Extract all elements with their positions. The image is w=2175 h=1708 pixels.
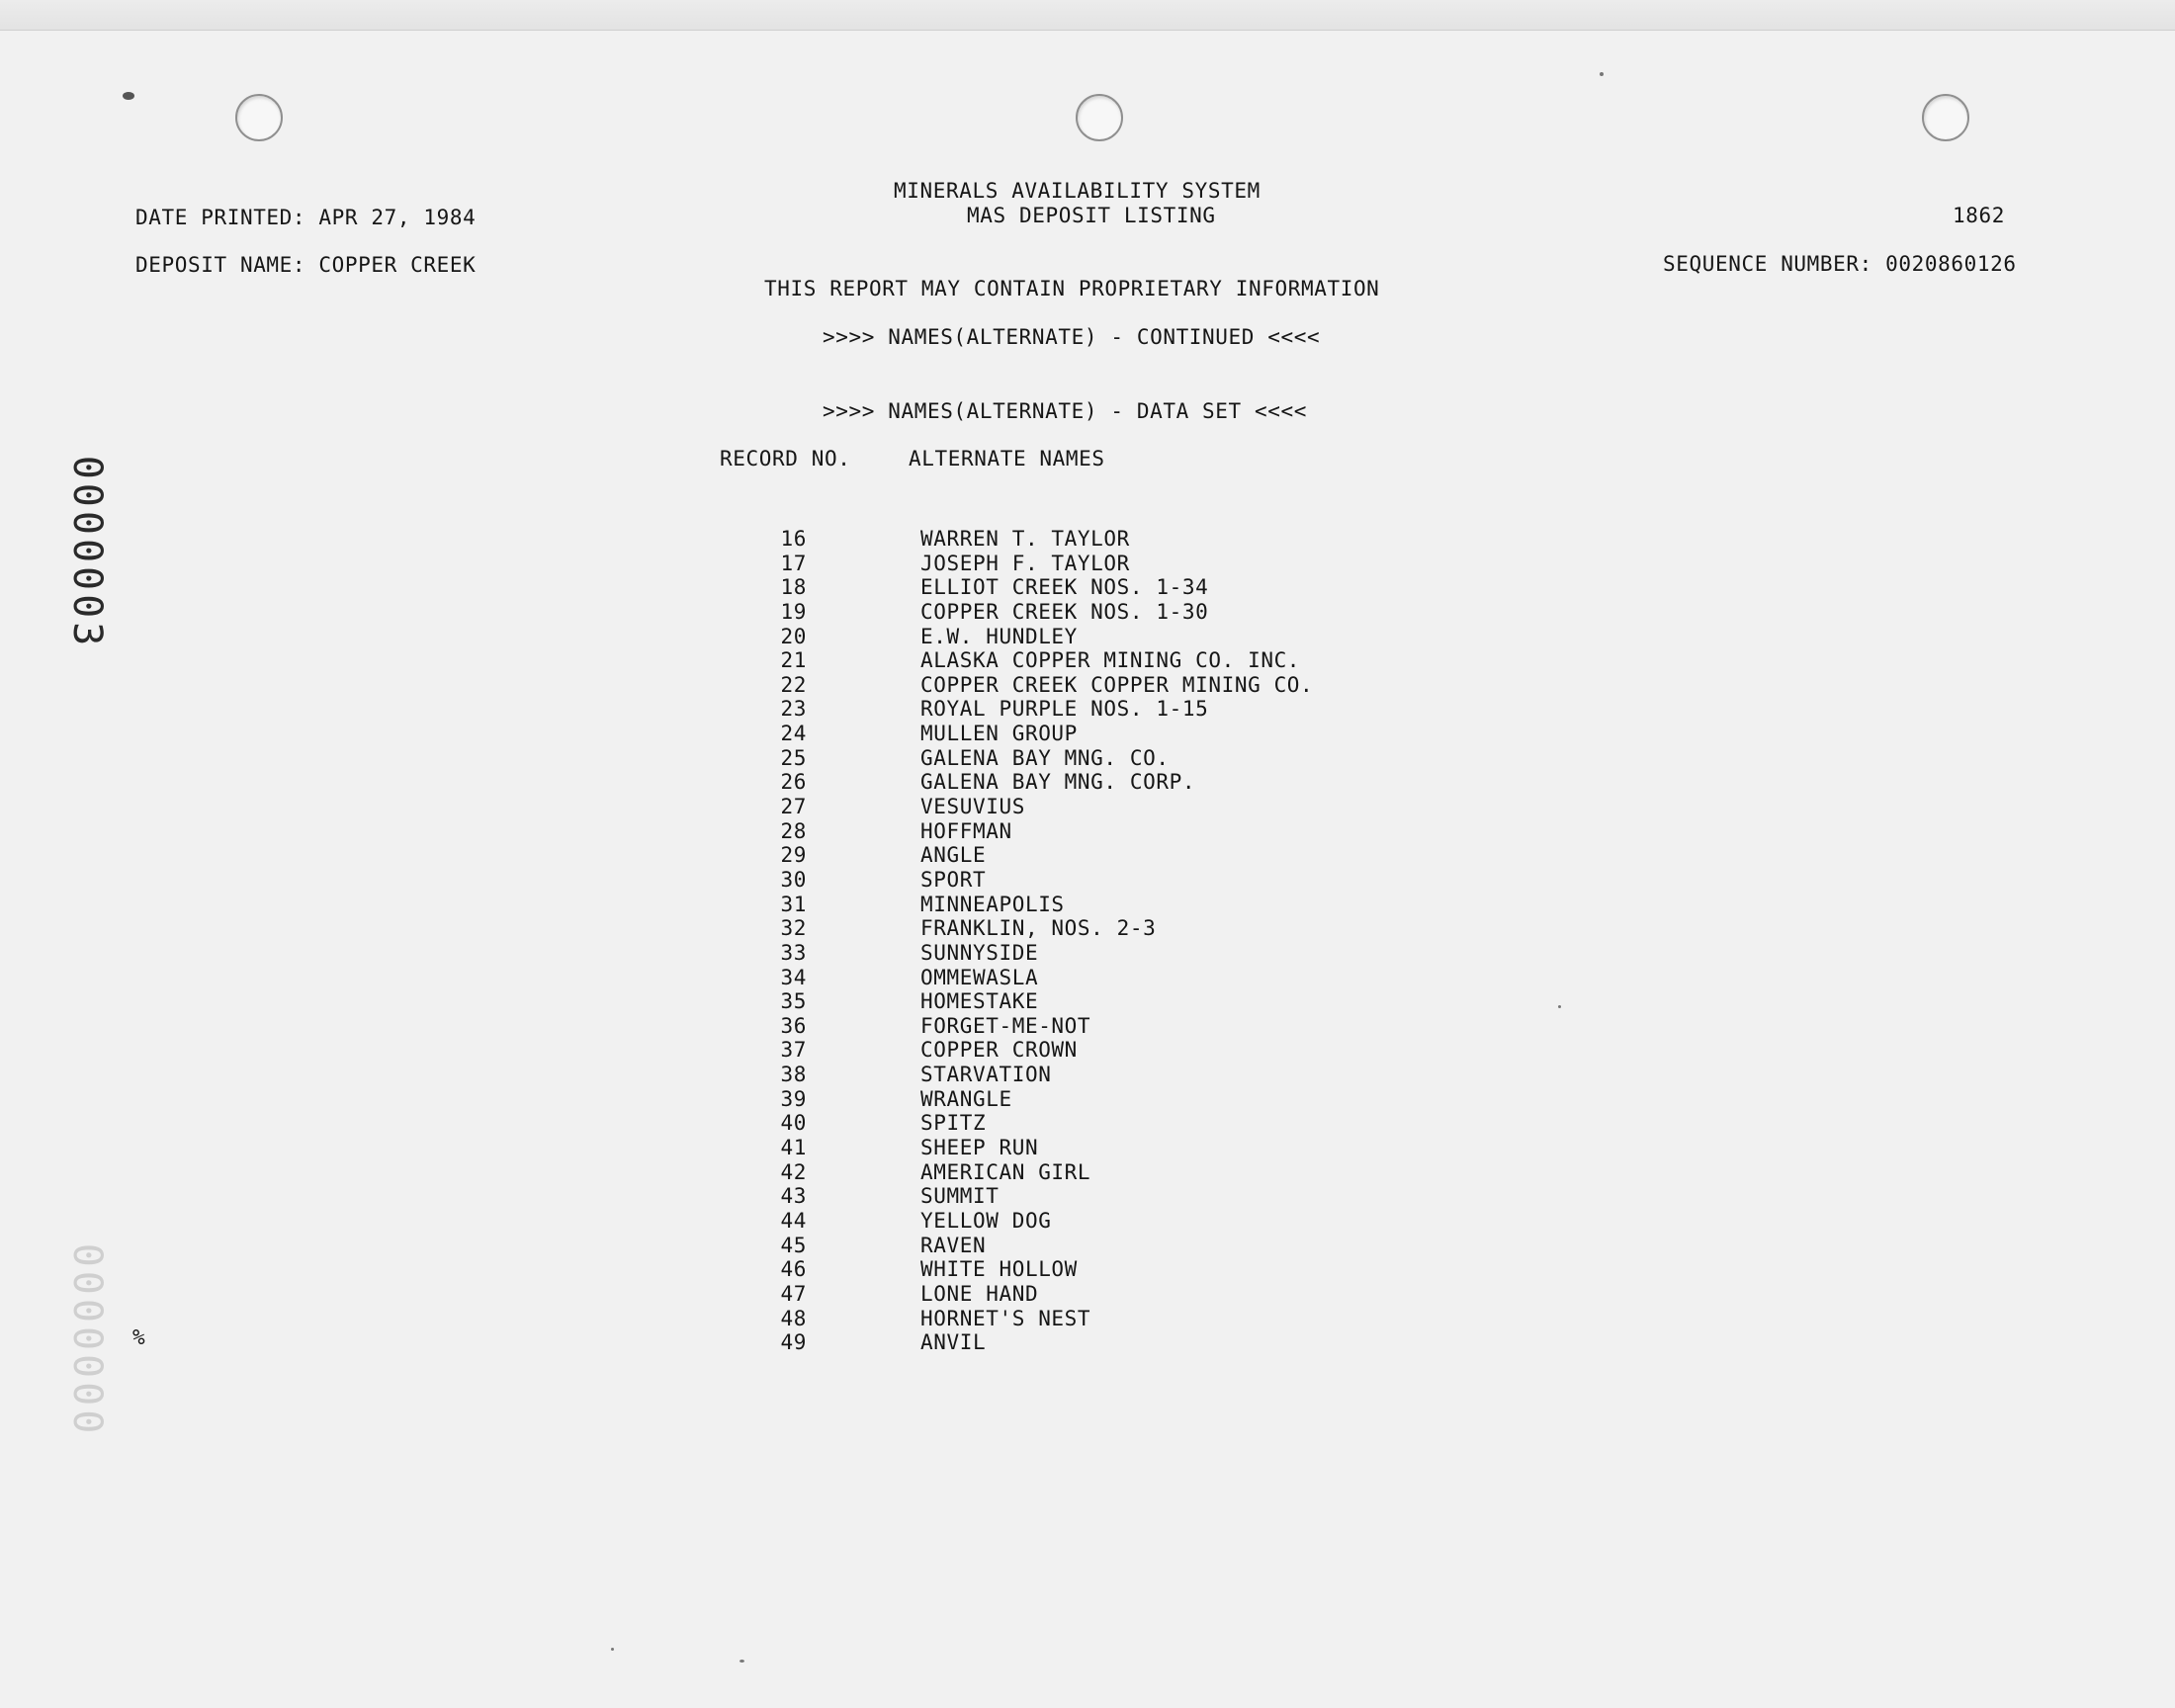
scan-speck — [123, 92, 134, 100]
record-number: 44 — [780, 1208, 807, 1233]
table-row — [751, 575, 1443, 600]
table-row — [751, 600, 1443, 625]
record-number: 43 — [780, 1184, 807, 1209]
table-row — [751, 1282, 1443, 1307]
record-number: 35 — [780, 989, 807, 1014]
alternate-name: GALENA BAY MNG. CORP. — [920, 770, 1196, 795]
alternate-name: HORNET'S NEST — [920, 1306, 1091, 1330]
record-number: 37 — [780, 1038, 807, 1063]
record-number: 33 — [780, 940, 807, 965]
record-number: 20 — [780, 624, 807, 648]
punch-hole-center — [1076, 94, 1123, 141]
alternate-name: VESUVIUS — [920, 795, 1025, 819]
table-row — [751, 893, 1443, 917]
record-number: 22 — [780, 672, 807, 697]
table-row — [751, 819, 1443, 844]
table-row — [751, 966, 1443, 990]
table-row — [751, 1257, 1443, 1282]
section-data-set-heading: >>>> NAMES(ALTERNATE) - DATA SET <<<< — [823, 399, 1307, 423]
table-row — [751, 1330, 1443, 1355]
table-row — [751, 746, 1443, 771]
alternate-name: GALENA BAY MNG. CO. — [920, 745, 1170, 770]
record-number: 17 — [780, 551, 807, 575]
alternate-name: ALASKA COPPER MINING CO. INC. — [920, 648, 1301, 673]
record-number: 21 — [780, 648, 807, 673]
table-row — [751, 843, 1443, 868]
table-row — [751, 722, 1443, 746]
table-row — [751, 1160, 1443, 1185]
alternate-name: ELLIOT CREEK NOS. 1-34 — [920, 575, 1209, 600]
alternate-name: SUMMIT — [920, 1184, 1000, 1209]
alternate-name: ROYAL PURPLE NOS. 1-15 — [920, 697, 1209, 722]
record-number: 30 — [780, 867, 807, 892]
alternate-names-list — [751, 527, 1443, 1355]
table-row — [751, 770, 1443, 795]
alternate-name: FRANKLIN, NOS. 2-3 — [920, 916, 1157, 941]
percent-mark: % — [132, 1325, 146, 1349]
table-row — [751, 697, 1443, 722]
alternate-name: YELLOW DOG — [920, 1208, 1052, 1233]
table-row — [751, 1111, 1443, 1136]
table-row — [751, 916, 1443, 941]
record-number: 45 — [780, 1233, 807, 1257]
table-row — [751, 989, 1443, 1014]
record-number: 49 — [780, 1330, 807, 1355]
table-row — [751, 625, 1443, 649]
proprietary-notice: THIS REPORT MAY CONTAIN PROPRIETARY INFORMATION — [764, 277, 1380, 300]
table-row — [751, 527, 1443, 552]
film-frame-number — [59, 444, 115, 661]
printout-page — [0, 31, 2175, 1708]
alternate-name: MULLEN GROUP — [920, 722, 1078, 746]
listing-title: MAS DEPOSIT LISTING — [967, 204, 1216, 227]
record-number: 16 — [780, 527, 807, 551]
column-header-record-no: RECORD NO. — [720, 447, 851, 470]
record-number: 18 — [780, 575, 807, 600]
record-number: 23 — [780, 697, 807, 722]
alternate-name: ANGLE — [920, 843, 987, 868]
alternate-name: LONE HAND — [920, 1281, 1039, 1306]
alternate-name: WRANGLE — [920, 1086, 1012, 1111]
record-number: 19 — [780, 599, 807, 624]
sequence-number: SEQUENCE NUMBER: 0020860126 — [1663, 252, 2017, 276]
alternate-name: ANVIL — [920, 1330, 987, 1355]
punch-hole-right — [1922, 94, 1969, 141]
scan-speck — [740, 1660, 744, 1663]
record-number: 41 — [780, 1136, 807, 1160]
alternate-name: SUNNYSIDE — [920, 940, 1039, 965]
table-row — [751, 1307, 1443, 1331]
table-row — [751, 795, 1443, 819]
table-row — [751, 552, 1443, 576]
record-number: 39 — [780, 1086, 807, 1111]
scan-speck — [1600, 72, 1604, 76]
alternate-name: COPPER CREEK COPPER MINING CO. — [920, 672, 1314, 697]
record-number: 48 — [780, 1306, 807, 1330]
table-row — [751, 1063, 1443, 1087]
alternate-name: RAVEN — [920, 1233, 987, 1257]
record-number: 38 — [780, 1063, 807, 1087]
record-number: 36 — [780, 1013, 807, 1038]
alternate-name: WHITE HOLLOW — [920, 1257, 1078, 1282]
record-number: 40 — [780, 1111, 807, 1136]
film-frame-number-text: 0000003 — [64, 455, 110, 650]
alternate-name: FORGET-ME-NOT — [920, 1013, 1091, 1038]
alternate-name: MINNEAPOLIS — [920, 892, 1065, 916]
alternate-name: COPPER CROWN — [920, 1038, 1078, 1063]
alternate-name: AMERICAN GIRL — [920, 1159, 1091, 1184]
system-title: MINERALS AVAILABILITY SYSTEM — [894, 179, 1261, 203]
table-row — [751, 1136, 1443, 1160]
record-number: 31 — [780, 892, 807, 916]
alternate-name: HOFFMAN — [920, 818, 1012, 843]
scan-speck — [611, 1648, 614, 1651]
table-row — [751, 1234, 1443, 1258]
record-number: 28 — [780, 818, 807, 843]
section-continued-heading: >>>> NAMES(ALTERNATE) - CONTINUED <<<< — [823, 325, 1321, 349]
record-number: 47 — [780, 1281, 807, 1306]
alternate-name: COPPER CREEK NOS. 1-30 — [920, 599, 1209, 624]
alternate-name: OMMEWASLA — [920, 965, 1039, 989]
table-row — [751, 1038, 1443, 1063]
record-number: 24 — [780, 722, 807, 746]
punch-hole-left — [235, 94, 283, 141]
alternate-name: SPORT — [920, 867, 987, 892]
alternate-name: SHEEP RUN — [920, 1136, 1039, 1160]
table-row — [751, 1184, 1443, 1209]
record-number: 27 — [780, 795, 807, 819]
faint-frame-number-text: 0000000 — [64, 1242, 110, 1438]
record-number: 46 — [780, 1257, 807, 1282]
table-row — [751, 868, 1443, 893]
alternate-name: JOSEPH F. TAYLOR — [920, 551, 1130, 575]
column-header-alternate-names: ALTERNATE NAMES — [909, 447, 1105, 470]
page-number: 1862 — [1953, 204, 2005, 227]
record-number: 42 — [780, 1159, 807, 1184]
scan-speck — [1558, 1005, 1561, 1008]
table-row — [751, 648, 1443, 673]
alternate-name: E.W. HUNDLEY — [920, 624, 1078, 648]
date-printed: DATE PRINTED: APR 27, 1984 — [135, 206, 477, 229]
table-row — [751, 1087, 1443, 1112]
table-row — [751, 1209, 1443, 1234]
alternate-name: HOMESTAKE — [920, 989, 1039, 1014]
table-row — [751, 941, 1443, 966]
record-number: 29 — [780, 843, 807, 868]
record-number: 26 — [780, 770, 807, 795]
record-number: 32 — [780, 916, 807, 941]
record-number: 34 — [780, 965, 807, 989]
alternate-name: SPITZ — [920, 1111, 987, 1136]
record-number: 25 — [780, 745, 807, 770]
alternate-name: STARVATION — [920, 1063, 1052, 1087]
table-row — [751, 1014, 1443, 1039]
table-row — [751, 673, 1443, 698]
alternate-name: WARREN T. TAYLOR — [920, 527, 1130, 551]
scan-top-edge — [0, 0, 2175, 31]
faint-frame-number — [59, 1232, 115, 1449]
deposit-name: DEPOSIT NAME: COPPER CREEK — [135, 253, 477, 277]
